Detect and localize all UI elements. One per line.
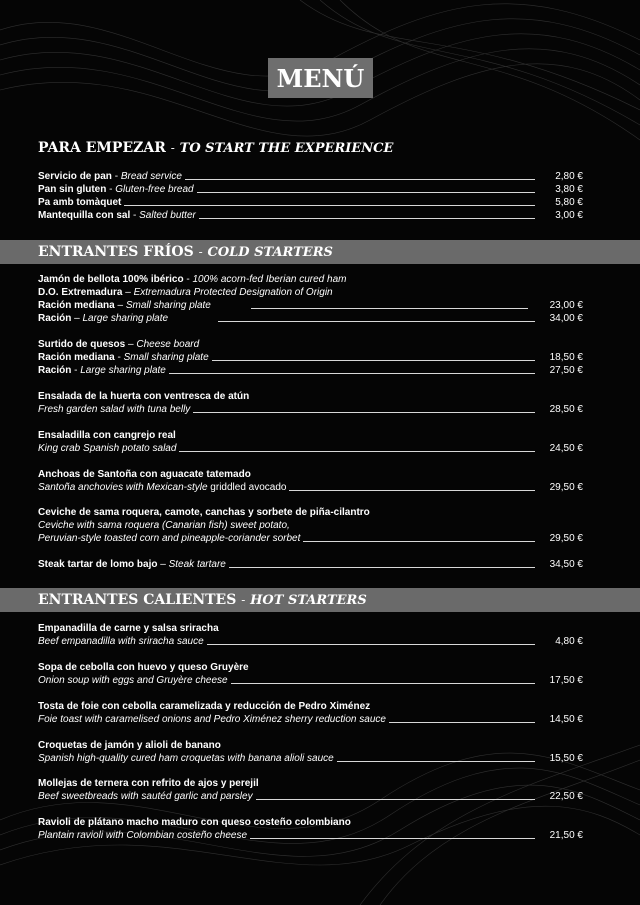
leader-line [250,838,535,839]
item-translation: Bread service [120,171,182,182]
item-sep: - [114,352,124,363]
section-name-es: ENTRANTES FRÍOS [38,244,194,260]
item-translation: Gluten-free bread [115,184,194,195]
section-name-es: ENTRANTES CALIENTES [38,592,237,608]
item-price: 22,50 € [549,791,583,802]
item-price: 34,50 € [549,559,583,570]
item-line [38,299,583,312]
item-name: Mantequilla con sal [38,210,131,221]
item-price: 28,50 € [549,404,583,415]
item-sep: – [71,313,83,324]
item-line [38,170,583,183]
item-translation: Spanish high-quality cured ham croquetas with banana alioli sauce [38,753,334,764]
item-price: 29,50 € [549,533,583,544]
item-line [38,196,583,209]
item-line [38,481,583,494]
menu-item [38,273,583,325]
item-price: 5,80 € [555,197,583,208]
item-name: Jamón de bellota 100% ibérico [38,274,184,285]
item-line [38,390,583,403]
leader-line [389,722,535,723]
item-translation: Beef sweetbreads with sautéd garlic and parsley [38,791,253,802]
item-line [38,442,583,455]
item-line [38,558,583,571]
item-translation: Cheese board [136,339,200,350]
item-line [38,312,583,325]
item-translation: Foie toast with caramelised onions and Pedro Ximénez sherry reduction sauce [38,714,386,725]
item-translation: Beef empanadilla with sriracha sauce [38,636,204,647]
item-price: 3,00 € [555,210,583,221]
item-line [38,816,583,829]
menu-item [38,700,583,726]
item-line [38,674,583,687]
item-name: D.O. Extremadura [38,287,123,298]
item-translation: Santoña anchovies with Mexican-style [38,482,208,493]
item-price: 24,50 € [549,443,583,454]
item-name: Pan sin gluten [38,184,107,195]
menu-item [38,390,583,416]
item-name: Ración [38,365,72,376]
item-line [38,532,583,545]
leader-line [169,373,535,374]
item-name: Sopa de cebolla con huevo y queso Gruyère [38,662,249,673]
leader-line [218,321,535,322]
item-price: 17,50 € [549,675,583,686]
item-sep: – [157,559,169,570]
item-price: 23,00 € [549,300,583,311]
leader-line [179,451,535,452]
item-line [38,752,583,765]
leader-line [124,205,535,206]
item-price: 29,50 € [549,482,583,493]
item-line [38,403,583,416]
menu-item [38,196,583,209]
section-name-es: PARA EMPEZAR [38,140,166,156]
item-price: 2,80 € [555,171,583,182]
item-translation: Onion soup with eggs and Gruyère cheese [38,675,228,686]
item-name: Croquetas de jamón y alioli de banano [38,740,221,751]
menu-item [38,506,583,545]
item-line [38,519,583,532]
item-translation: Plantain ravioli with Colombian costeño cheese [38,830,248,841]
menu-title: MENÚ [268,58,373,98]
item-name: Ceviche de sama roquera, camote, canchas y sorbete de piña-cilantro [38,507,370,518]
item-line [38,506,583,519]
item-line [38,635,583,648]
item-price: 4,80 € [555,636,583,647]
item-translation: Steak tartare [168,559,226,570]
item-line [38,429,583,442]
item-name: Empanadilla de carne y salsa sriracha [38,623,219,634]
item-line [38,739,583,752]
menu-item [38,338,583,377]
item-sep: – [122,287,134,298]
item-line [38,273,583,286]
item-sep: – [114,300,126,311]
menu-item [38,429,583,455]
section-name-en: HOT STARTERS [250,593,367,608]
item-line [38,622,583,635]
item-translation: Extremadura Protected Designation of Origin [133,287,333,298]
leader-line [207,644,535,645]
menu-item [38,468,583,494]
menu-item [38,777,583,803]
item-name: Servicio de pan [38,171,112,182]
item-translation: King crab Spanish potato salad [38,443,177,454]
section-separator: - [198,245,203,259]
menu-item [38,622,583,648]
item-price: 27,50 € [549,365,583,376]
item-line [38,713,583,726]
item-line [38,790,583,803]
menu-item [38,558,583,571]
leader-line [337,761,535,762]
item-price: 21,50 € [549,830,583,841]
item-name: Ración [38,313,72,324]
item-name: Ensalada de la huerta con ventresca de atún [38,391,250,402]
menu-item [38,661,583,687]
item-translation: Large sharing plate [80,365,166,376]
leader-line [303,541,535,542]
menu-item [38,183,583,196]
menu-item [38,209,583,222]
item-name: Ración mediana [38,352,115,363]
item-translation: Peruvian-style toasted corn and pineapple-coriander sorbet [38,533,301,544]
item-sep: - [71,365,81,376]
leader-line [289,490,535,491]
leader-line [199,218,535,219]
item-line [38,777,583,790]
item-line [38,209,583,222]
item-line [38,338,583,351]
item-translation: Small sharing plate [125,300,211,311]
item-line [38,286,583,299]
item-price: 15,50 € [549,753,583,764]
section-separator: - [241,593,246,607]
item-name: Anchoas de Santoña con aguacate tatemado [38,469,251,480]
item-translation: Salted butter [139,210,196,221]
item-sep: - [106,184,116,195]
section-title-cold [38,244,333,260]
item-name: Mollejas de ternera con refrito de ajos y perejil [38,778,259,789]
item-price: 18,50 € [549,352,583,363]
item-name: Tosta de foie con cebolla caramelizada y reducción de Pedro Ximénez [38,701,371,712]
item-translation: Large sharing plate [82,313,169,324]
section-title-start [38,140,393,156]
item-sep: – [125,339,137,350]
item-name: Pa amb tomàquet [38,197,122,208]
item-line [38,829,583,842]
leader-line [212,360,535,361]
item-sep: - [130,210,140,221]
item-name: Ensaladilla con cangrejo real [38,430,176,441]
item-name: Surtido de quesos [38,339,126,350]
leader-line [231,683,535,684]
menu-item [38,170,583,183]
leader-line [229,567,535,568]
item-line [38,700,583,713]
item-translation: 100% acorn-fed Iberian cured ham [192,274,347,285]
item-name: Ración mediana [38,300,115,311]
leader-line [185,179,535,180]
leader-line [256,799,535,800]
item-line [38,661,583,674]
item-name: Steak tartar de lomo bajo [38,559,158,570]
item-line [38,351,583,364]
item-price: 3,80 € [555,184,583,195]
menu-item [38,816,583,842]
item-sep: - [111,171,121,182]
section-name-en: COLD STARTERS [207,245,333,260]
item-translation: Small sharing plate [123,352,209,363]
leader-line [197,192,535,193]
leader-line [251,308,528,309]
item-line [38,468,583,481]
item-translation: Ceviche with sama roquera (Canarian fish) sweet potato, [38,520,290,531]
item-price: 34,00 € [549,313,583,324]
item-price: 14,50 € [549,714,583,725]
item-translation-tail: griddled avocado [207,482,287,493]
menu-item [38,739,583,765]
item-line [38,364,583,377]
item-sep: - [183,274,193,285]
leader-line [193,412,535,413]
section-separator: - [170,141,175,155]
section-title-hot [38,592,367,608]
item-line [38,183,583,196]
section-name-en: TO START THE EXPERIENCE [179,141,394,156]
item-translation: Fresh garden salad with tuna belly [38,404,191,415]
item-name: Ravioli de plátano macho maduro con queso costeño colombiano [38,817,351,828]
